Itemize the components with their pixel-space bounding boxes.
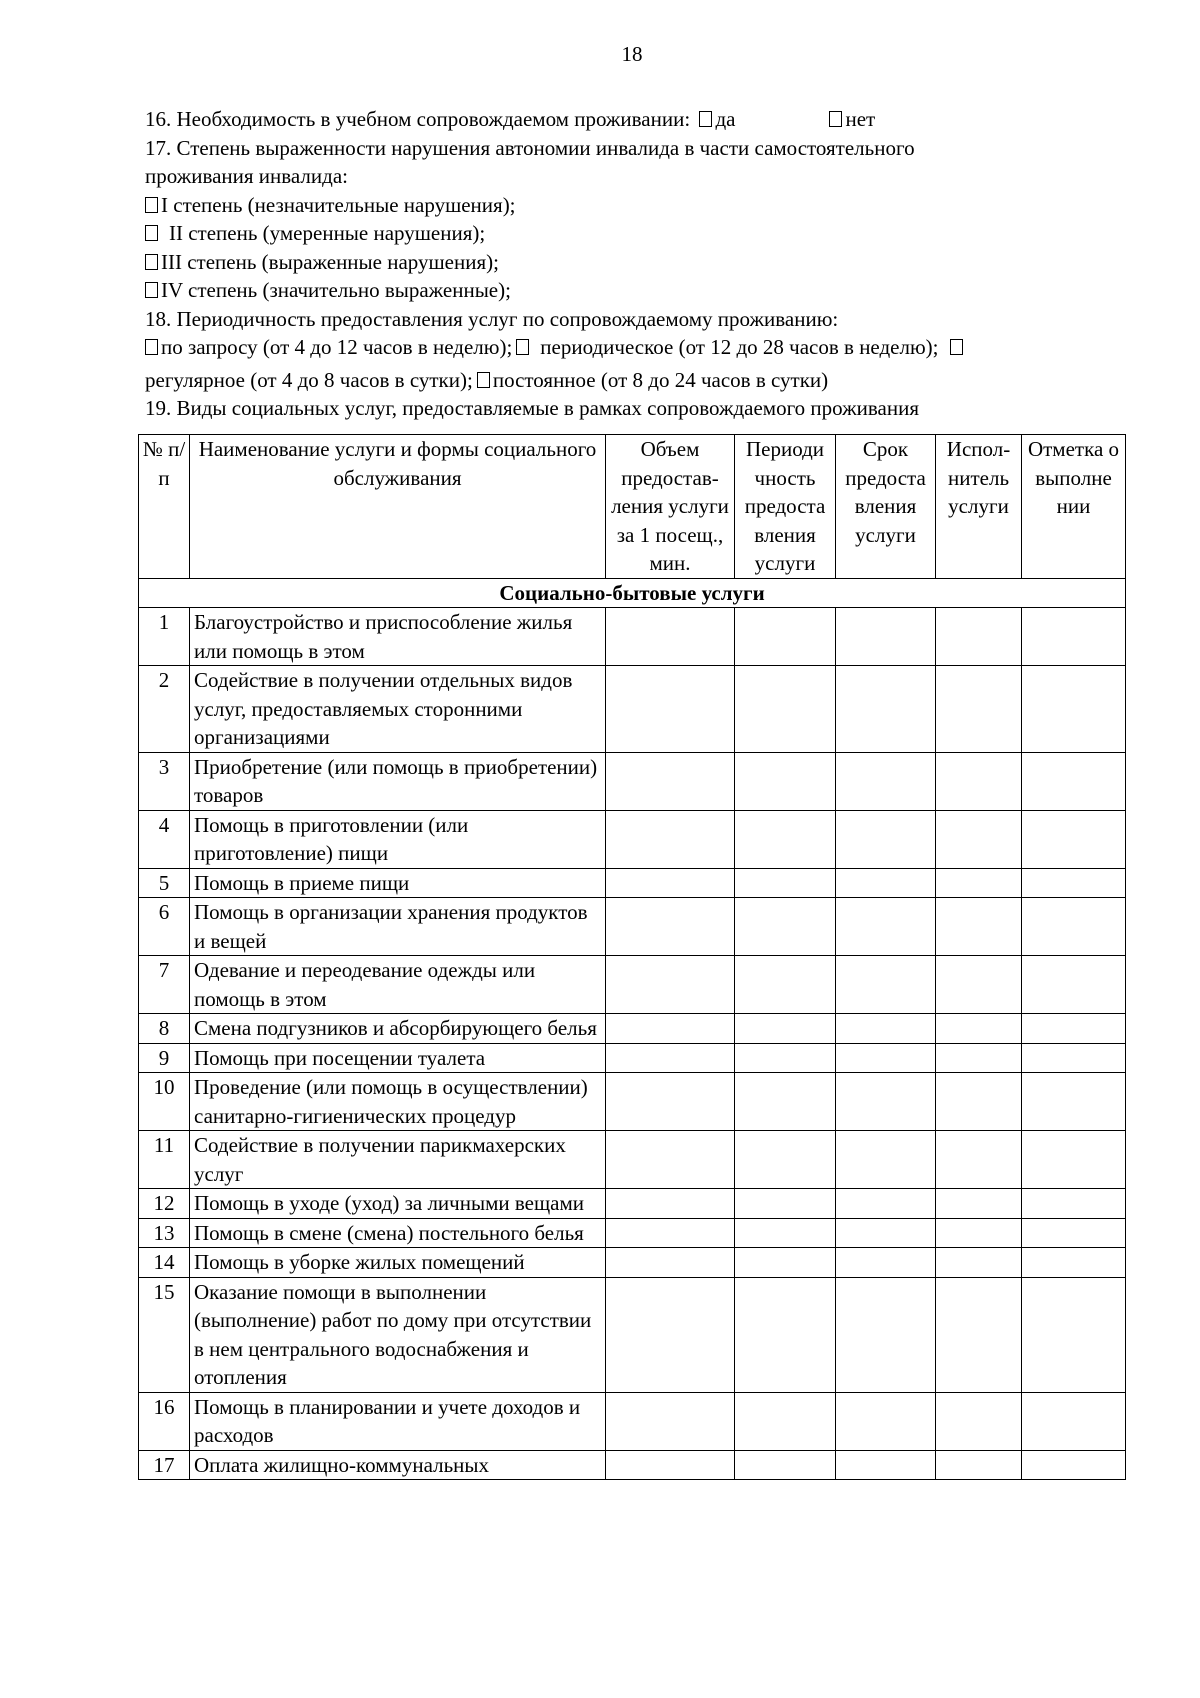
no-label: нет: [845, 107, 876, 131]
degree-3-checkbox[interactable]: [145, 254, 158, 270]
periodicity-cell[interactable]: [735, 1131, 836, 1189]
row-number: 4: [139, 810, 190, 868]
periodicity-cell[interactable]: [735, 1392, 836, 1450]
periodicity-cell[interactable]: [735, 1248, 836, 1278]
completion-mark-cell[interactable]: [1022, 898, 1126, 956]
completion-mark-cell[interactable]: [1022, 956, 1126, 1014]
term-cell[interactable]: [836, 1073, 936, 1131]
regular-label: регулярное (от 4 до 8 часов в сутки);: [145, 367, 473, 392]
volume-cell[interactable]: [606, 956, 735, 1014]
row-number: 12: [139, 1189, 190, 1219]
volume-cell[interactable]: [606, 1450, 735, 1480]
volume-cell[interactable]: [606, 1218, 735, 1248]
executor-cell[interactable]: [936, 1450, 1022, 1480]
service-name: Помощь в уходе (уход) за личными вещами: [190, 1189, 606, 1219]
table-row: [139, 608, 1126, 666]
executor-cell[interactable]: [936, 1277, 1022, 1392]
degree-4-checkbox[interactable]: [145, 282, 158, 298]
periodicity-cell[interactable]: [735, 666, 836, 753]
completion-mark-cell[interactable]: [1022, 1073, 1126, 1131]
completion-mark-cell[interactable]: [1022, 1218, 1126, 1248]
completion-mark-cell[interactable]: [1022, 1043, 1126, 1073]
executor-cell[interactable]: [936, 1392, 1022, 1450]
executor-cell[interactable]: [936, 1218, 1022, 1248]
term-cell[interactable]: [836, 1014, 936, 1044]
degree-option-4: [145, 276, 1135, 305]
service-name: Помощь при посещении туалета: [190, 1043, 606, 1073]
table-row: [139, 868, 1126, 898]
executor-cell[interactable]: [936, 1043, 1022, 1073]
row-number: 3: [139, 752, 190, 810]
periodicity-cell[interactable]: [735, 1189, 836, 1219]
term-cell[interactable]: [836, 956, 936, 1014]
table-row: [139, 1073, 1126, 1131]
table-row: [139, 1248, 1126, 1278]
completion-mark-cell[interactable]: [1022, 810, 1126, 868]
question-19-title: 19. Виды социальных услуг, предоставляемые в рамках сопровождаемого проживания: [145, 396, 919, 420]
periodicity-cell[interactable]: [735, 1277, 836, 1392]
volume-cell[interactable]: [606, 1073, 735, 1131]
completion-mark-cell[interactable]: [1022, 752, 1126, 810]
table-row: [139, 1189, 1126, 1219]
periodic-label: периодическое (от 12 до 28 часов в неделю);: [540, 335, 939, 359]
degree-3-label: III степень (выраженные нарушения);: [161, 249, 499, 274]
on-request-checkbox[interactable]: [145, 339, 158, 355]
service-name: Смена подгузников и абсорбирующего белья: [190, 1014, 606, 1044]
completion-mark-cell[interactable]: [1022, 608, 1126, 666]
term-cell[interactable]: [836, 752, 936, 810]
header-term: Срок предоста вления услуги: [836, 435, 936, 579]
table-row: [139, 1450, 1126, 1480]
permanent-label: постоянное (от 8 до 24 часов в сутки): [492, 367, 829, 392]
table-row: [139, 956, 1126, 1014]
executor-cell[interactable]: [936, 1189, 1022, 1219]
volume-cell[interactable]: [606, 1043, 735, 1073]
executor-cell[interactable]: [936, 666, 1022, 753]
executor-cell[interactable]: [936, 898, 1022, 956]
executor-cell[interactable]: [936, 1131, 1022, 1189]
degree-option-3: [145, 248, 1135, 277]
periodicity-cell[interactable]: [735, 956, 836, 1014]
volume-cell[interactable]: [606, 1189, 735, 1219]
table-row: [139, 1014, 1126, 1044]
term-cell[interactable]: [836, 1392, 936, 1450]
volume-cell[interactable]: [606, 608, 735, 666]
volume-cell[interactable]: [606, 898, 735, 956]
term-cell[interactable]: [836, 810, 936, 868]
executor-cell[interactable]: [936, 868, 1022, 898]
page-number: 18: [621, 42, 643, 66]
service-name: Приобретение (или помощь в приобретении) товаров: [190, 752, 606, 810]
section-row: [139, 578, 1126, 608]
row-number: 16: [139, 1392, 190, 1450]
service-name: Помощь в смене (смена) постельного белья: [190, 1218, 606, 1248]
service-name: Содействие в получении парикмахерских услуг: [190, 1131, 606, 1189]
periodicity-cell[interactable]: [735, 898, 836, 956]
service-name: Одевание и переодевание одежды или помощь в этом: [190, 956, 606, 1014]
term-cell[interactable]: [836, 1131, 936, 1189]
section-title: Социально-бытовые услуги: [139, 578, 1126, 608]
service-name: Помощь в уборке жилых помещений: [190, 1248, 606, 1278]
form-questions: [145, 105, 1135, 423]
executor-cell[interactable]: [936, 956, 1022, 1014]
header-executor: Испол-нитель услуги: [936, 435, 1022, 579]
degree-2-label: II степень (умеренные нарушения);: [169, 221, 486, 245]
completion-mark-cell[interactable]: [1022, 1189, 1126, 1219]
service-name: Содействие в получении отдельных видов услуг, предоставляемых сторонними организациями: [190, 666, 606, 753]
completion-mark-cell[interactable]: [1022, 1450, 1126, 1480]
periodicity-line-1: [145, 333, 1135, 362]
question-16-text: 16. Необходимость в учебном сопровождаемом проживании:: [145, 107, 691, 131]
table-row: [139, 666, 1126, 753]
executor-cell[interactable]: [936, 1014, 1022, 1044]
completion-mark-cell[interactable]: [1022, 1277, 1126, 1392]
completion-mark-cell[interactable]: [1022, 1392, 1126, 1450]
table-row: [139, 810, 1126, 868]
table-row: [139, 1043, 1126, 1073]
volume-cell[interactable]: [606, 1392, 735, 1450]
table-row: [139, 1392, 1126, 1450]
periodicity-cell[interactable]: [735, 1014, 836, 1044]
question-17-line1: 17. Степень выраженности нарушения автономии инвалида в части самостоятельного: [145, 135, 915, 160]
yes-label: да: [715, 107, 736, 131]
periodicity-cell[interactable]: [735, 1043, 836, 1073]
completion-mark-cell[interactable]: [1022, 1131, 1126, 1189]
completion-mark-cell[interactable]: [1022, 1014, 1126, 1044]
service-name: Помощь в организации хранения продуктов и вещей: [190, 898, 606, 956]
term-cell[interactable]: [836, 868, 936, 898]
periodicity-cell[interactable]: [735, 1073, 836, 1131]
table-row: [139, 752, 1126, 810]
degree-1-label: I степень (незначительные нарушения);: [161, 192, 516, 217]
periodicity-cell[interactable]: [735, 608, 836, 666]
volume-cell[interactable]: [606, 752, 735, 810]
row-number: 8: [139, 1014, 190, 1044]
service-name: Помощь в приготовлении (или приготовление) пищи: [190, 810, 606, 868]
executor-cell[interactable]: [936, 1248, 1022, 1278]
degree-1-checkbox[interactable]: [145, 197, 158, 213]
question-17-line2: проживания инвалида:: [145, 164, 348, 188]
completion-mark-cell[interactable]: [1022, 868, 1126, 898]
volume-cell[interactable]: [606, 868, 735, 898]
table-row: [139, 898, 1126, 956]
yes-checkbox[interactable]: [699, 111, 712, 127]
executor-cell[interactable]: [936, 810, 1022, 868]
question-18-title: 18. Периодичность предоставления услуг по сопровождаемому проживанию:: [145, 306, 839, 331]
term-cell[interactable]: [836, 1218, 936, 1248]
header-number: № п/п: [139, 435, 190, 579]
service-name: Помощь в планировании и учете доходов и расходов: [190, 1392, 606, 1450]
periodicity-cell[interactable]: [735, 1450, 836, 1480]
periodicity-cell[interactable]: [735, 810, 836, 868]
term-cell[interactable]: [836, 898, 936, 956]
term-cell[interactable]: [836, 1248, 936, 1278]
executor-cell[interactable]: [936, 752, 1022, 810]
no-checkbox[interactable]: [829, 111, 842, 127]
row-number: 5: [139, 868, 190, 898]
completion-mark-cell[interactable]: [1022, 1248, 1126, 1278]
table-row: [139, 1131, 1126, 1189]
degree-option-2: [145, 219, 1135, 248]
row-number: 15: [139, 1277, 190, 1392]
service-name: Проведение (или помощь в осуществлении) санитарно-гигиенических процедур: [190, 1073, 606, 1131]
volume-cell[interactable]: [606, 1277, 735, 1392]
service-name: Оплата жилищно-коммунальных: [190, 1450, 606, 1480]
completion-mark-cell[interactable]: [1022, 666, 1126, 753]
degree-4-label: IV степень (значительно выраженные);: [161, 278, 511, 302]
header-service-name: Наименование услуги и формы социального обслуживания: [190, 435, 606, 579]
service-name: Оказание помощи в выполнении (выполнение) работ по дому при отсутствии в нем центрального водоснабжения и отопления: [190, 1277, 606, 1392]
row-number: 6: [139, 898, 190, 956]
row-number: 9: [139, 1043, 190, 1073]
executor-cell[interactable]: [936, 608, 1022, 666]
service-name: Помощь в приеме пищи: [190, 868, 606, 898]
row-number: 1: [139, 608, 190, 666]
regular-checkbox[interactable]: [950, 339, 963, 355]
degree-option-1: [145, 191, 1135, 220]
permanent-checkbox[interactable]: [477, 372, 490, 388]
volume-cell[interactable]: [606, 1131, 735, 1189]
question-16: [145, 105, 1135, 134]
services-table: [138, 434, 1126, 1480]
periodicity-cell[interactable]: [735, 1218, 836, 1248]
periodicity-line-2: [145, 366, 1135, 395]
term-cell[interactable]: [836, 666, 936, 753]
row-number: 10: [139, 1073, 190, 1131]
periodicity-cell[interactable]: [735, 868, 836, 898]
volume-cell[interactable]: [606, 1014, 735, 1044]
row-number: 2: [139, 666, 190, 753]
executor-cell[interactable]: [936, 1073, 1022, 1131]
header-periodicity: Периоди чность предоста вления услуги: [735, 435, 836, 579]
row-number: 14: [139, 1248, 190, 1278]
volume-cell[interactable]: [606, 666, 735, 753]
term-cell[interactable]: [836, 1450, 936, 1480]
on-request-label: по запросу (от 4 до 12 часов в неделю);: [161, 335, 513, 359]
row-number: 13: [139, 1218, 190, 1248]
table-row: [139, 1218, 1126, 1248]
table-row: [139, 1277, 1126, 1392]
term-cell[interactable]: [836, 1189, 936, 1219]
term-cell[interactable]: [836, 1043, 936, 1073]
row-number: 17: [139, 1450, 190, 1480]
row-number: 7: [139, 956, 190, 1014]
periodic-checkbox[interactable]: [516, 339, 529, 355]
degree-2-checkbox[interactable]: [145, 225, 158, 241]
volume-cell[interactable]: [606, 810, 735, 868]
row-number: 11: [139, 1131, 190, 1189]
term-cell[interactable]: [836, 608, 936, 666]
header-completion-mark: Отметка о выполне нии: [1022, 435, 1126, 579]
term-cell[interactable]: [836, 1277, 936, 1392]
table-header-row: [139, 435, 1126, 579]
service-name: Благоустройство и приспособление жилья или помощь в этом: [190, 608, 606, 666]
volume-cell[interactable]: [606, 1248, 735, 1278]
periodicity-cell[interactable]: [735, 752, 836, 810]
header-volume: Объем предостав-ления услуги за 1 посещ., мин.: [606, 435, 735, 579]
